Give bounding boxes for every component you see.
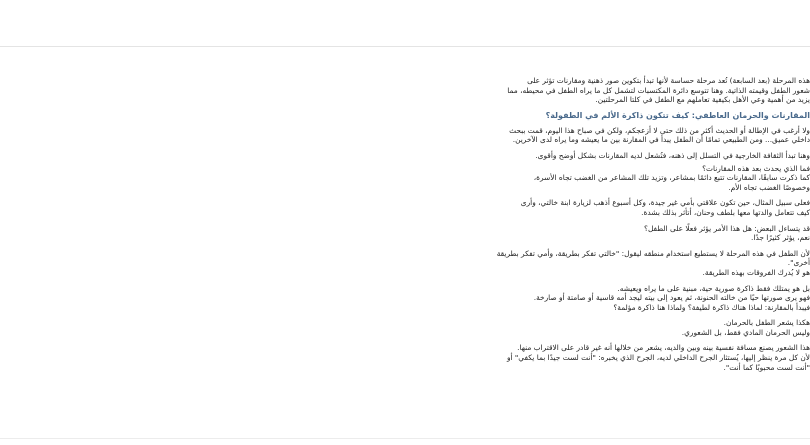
text-line: هذا الشعور يصنع مسافة نفسية بينه وبين والديه، يشعر من خلالها أنه غير قادر على الاقتراب منها. [517,343,810,353]
paragraph [90,318,810,337]
text-line: أخرى". [787,258,810,268]
article-body [90,76,810,378]
text-line: "أنت لست محبوبًا كما أنت". [723,362,810,372]
text-line: لأن كل مرة ينظر إليها، يُستثار الجرح الداخلي لديه، الجرح الذي يخبره: "أنت لست جيدًا بما يكفي" أو [506,353,810,363]
paragraph [90,284,810,313]
text-line: فعلى سبيل المثال، حين تكون علاقتي بأمي غير جيدة، وكل أسبوع أذهب لزيارة ابنة خالتي، وأرى [520,198,810,208]
footer-divider [0,438,810,439]
text-line: يزيد من أهمية وعي الأهل بكيفية تعاملهم مع الطفل في كلتا المرحلتين. [595,95,810,105]
paragraph [90,249,810,278]
text-line: هو لا يُدرك الفروقات بهذه الطريقة. [702,267,810,277]
text-line: نعم، يؤثر كثيرًا جدًا. [751,233,810,243]
text-line: كيف تتعامل والدتها معها بلطف وحنان، أتأثر بذلك بشدة. [641,207,810,217]
text-line: هكذا يشعر الطفل بالحرمان. [723,318,810,328]
text-line: شعور الطفل وقيمته الذاتية. وهنا تتوسع دائرة المكتسبات لتشمل كل ما يراه الطفل في محيطه، مما [507,85,810,95]
text-line: فيبدأ بالمقارنة: لماذا هناك ذاكرة لطيفة؟ ولماذا هنا ذاكرة مؤلمة؟ [613,302,810,312]
text-line: لأن الطفل في هذه المرحلة لا يستطيع استخدام منطقه ليقول: "خالتي تفكر بطريقة، وأمي تفكر بطريقة [496,248,810,258]
text-line: وليس الحرمان المادي فقط، بل الشعوري. [681,327,810,337]
intro-paragraph [90,76,810,105]
paragraph [90,164,810,193]
text-line: وخصوصًا الغضب تجاه الأم. [728,182,810,192]
paragraph [90,224,810,243]
paragraph [90,198,810,217]
text-line: فما الذي يحدث بعد هذه المقارنات؟ [702,163,810,173]
paragraph [90,343,810,372]
paragraph [90,126,810,145]
header-divider [0,46,810,47]
text-line: داخلي عميق... ومن الطبيعي تمامًا أن الطفل يبدأ في المقارنة بين ما يعيشه وما يراه لدى الآخرين. [512,135,810,145]
text-line: فهو يرى صورتها حيًا من خالته الحنونة، ثم يعود إلى بيته ليجد أمه قاسية أو صامتة أو صارخة. [533,293,810,303]
text-line: بل هو يمتلك فقط ذاكرة صورية حية، مبنية على ما يراه ويعيشه. [617,283,810,293]
section-heading: المقارنات والحرمان العاطفي: كيف تتكون ذاكرة الألم في الطفولة؟ [545,110,810,120]
text-line: كما ذكرت سابقًا، المقارنات تتبع دائمًا بمشاعر، وتزيد تلك المشاعر من الغضب تجاه الأسرة، [533,173,810,183]
paragraph: وهنا تبدأ الثقافة الخارجية في التسلل إلى ذهنه، فتُشعل لديه المقارنات بشكل أوضح وأقوى. [535,150,810,160]
text-line: ولا أرغب في الإطالة أو الحديث أكثر من ذلك حتى لا أزعجكم، ولكن في صباح هذا اليوم، قمت ببحث [509,125,810,135]
text-line: هذه المرحلة (بعد السابعة) تُعد مرحلة حساسة لأنها تبدأ بتكوين صور ذهنية ومقارنات تؤثر على [527,76,810,85]
text-line: قد يتساءل البعض: هل هذا الأمر يؤثر فعلًا على الطفل؟ [644,223,810,233]
